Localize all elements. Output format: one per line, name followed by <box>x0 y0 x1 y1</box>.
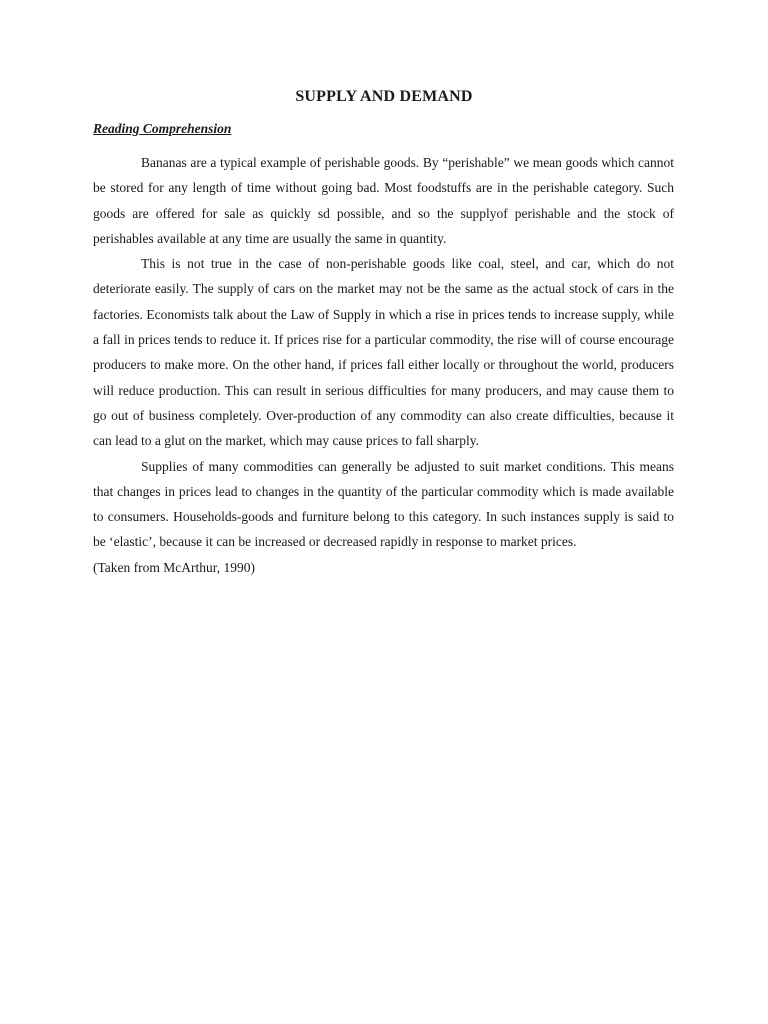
paragraph-3: Supplies of many commodities can generally be adjusted to suit market conditions. This means that changes in prices lead to changes in the quantity of the particular commodity which is made available to consumers. Households-goods and furniture belong to this category. In such instances supply is said to be ‘elastic’, because it can be increased or decreased rapidly in response to market prices. <box>93 458 674 550</box>
section-subtitle: Reading Comprehension <box>93 121 232 136</box>
page-title: SUPPLY AND DEMAND <box>295 88 473 105</box>
paragraph-1: Bananas are a typical example of perishable goods. By “perishable” we mean goods which cannot be stored for any length of time without going bad. Most foodstuffs are in the perishable category. Such goods are offered for sale as quickly sd possible, and so the supplyof perishable and the stock of perishables available at any time are usually the same in quantity. <box>93 155 674 246</box>
source-citation: (Taken from McArthur, 1990) <box>93 559 255 575</box>
paragraph-2: This is not true in the case of non-perishable goods like coal, steel, and car, which do not deteriorate easily. The supply of cars on the market may not be the same as the actual stock of cars in the factories. Economists talk about the Law of Supply in which a rise in prices tends to increase supply, while a fall in prices tends to reduce it. If prices rise for a particular commodity, the rise will of course encourage producers to make more. On the other hand, if prices fall either locally or throughout the world, producers will reduce production. This can result in serious difficulties for many producers, and may cause them to go out of business completely. Over-production of any commodity can also create difficulties, because it can lead to a glut on the market, which may cause prices to fall sharply. <box>93 256 674 449</box>
reading-passage <box>93 150 674 580</box>
